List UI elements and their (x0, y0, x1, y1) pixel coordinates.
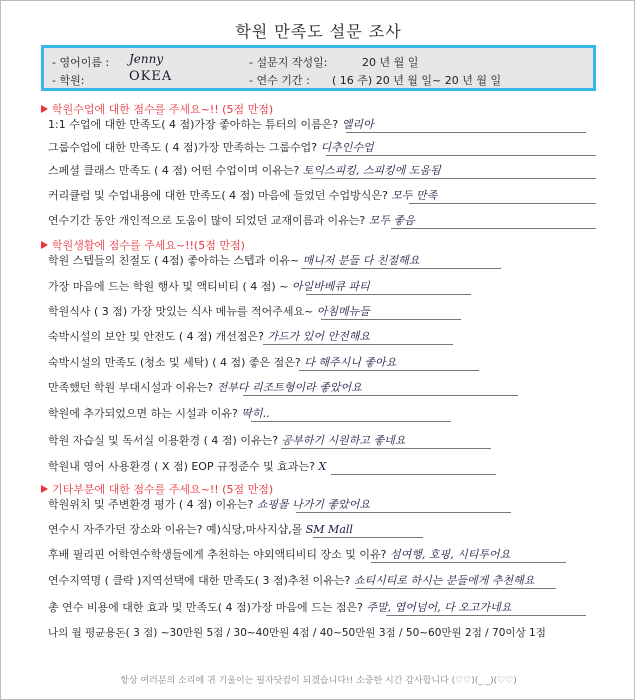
answer-text: 아침메뉴들 (316, 305, 370, 318)
section-header-etc: 기타부분에 대한 점수를 주세요~!! (5점 만점) (41, 481, 273, 497)
english-name-label: - 영어이름 : (52, 56, 110, 69)
question-row: 학원위치 및 주변환경 평가 ( 4 점) 이유는? 쇼핑몰 나가기 좋았어요 (48, 498, 371, 511)
answer-line (313, 537, 423, 538)
answer-line (251, 421, 451, 422)
answer-line (243, 395, 518, 396)
question-row: 후배 필리핀 어학연수학생들에게 추천하는 야외액티비티 장소 및 이유? 섬여행, 호핑, 시티투어요 (48, 548, 511, 561)
english-name-value: Jenny (129, 52, 164, 66)
answer-line (311, 178, 596, 179)
study-period-value: ( 16 주) 20 년 월 일~ 20 년 월 일 (332, 74, 502, 87)
answer-line (281, 448, 491, 449)
answer-line (321, 319, 461, 320)
survey-date-value: 20 년 월 일 (362, 56, 419, 69)
question-row: 스페셜 클래스 만족도 ( 4 점) 어떤 수업이며 이유는? 토익스피킹, 스피킹에 도움됨 (48, 164, 441, 177)
info-box (41, 45, 596, 91)
question-row: 연수지역명 ( 클락 )지역선택에 대한 만족도( 3 점)추천 이유는? 쇼티시티로 하시는 분들에게 추천해요 (48, 574, 535, 587)
question-row: 숙박시설의 만족도 (청소 및 세탁) ( 4 점) 좋은 점은? 다 해주시니 좋아요 (48, 356, 397, 369)
question-row: 연수기간 동안 개인적으로 도움이 많이 되었던 교재이름과 이유는? 모두 좋음 (48, 214, 415, 227)
question-row: 커리큘럼 및 수업내용에 대한 만족도( 4 점) 마음에 들었던 수업방식은? 모두 만족 (48, 189, 438, 202)
answer-text: 아일바베큐 파티 (291, 280, 370, 293)
answer-line (326, 155, 596, 156)
answer-text: 주말, 엽어넘어, 다 오고가네요 (366, 601, 512, 614)
triangle-bullet-icon (41, 241, 48, 249)
answer-line (391, 228, 596, 229)
question-row: 학원에 추가되었으면 하는 시설과 이유? 딱히.. (48, 407, 270, 420)
answer-line (331, 474, 496, 475)
question-row: 총 연수 비용에 대한 효과 및 만족도( 4 점)가장 마음에 드는 점은? 주말, 엽어넘어, 다 오고가네요 (48, 601, 512, 614)
answer-text: 딱히.. (241, 407, 270, 420)
question-row: 1:1 수업에 대한 만족도( 4 점)가장 좋아하는 튜터의 이름은? 엘리아 (48, 118, 374, 131)
question-row: 가장 마음에 드는 학원 행사 및 액티비티 ( 4 점) ~ 아일바베큐 파티 (48, 280, 370, 293)
answer-line (301, 268, 501, 269)
answer-text: 전부다 리조트형이라 좋았어요 (216, 381, 362, 394)
academy-value: OKEA (129, 69, 173, 84)
answer-line (306, 294, 471, 295)
answer-text: 모두 만족 (391, 189, 438, 202)
answer-line (356, 588, 556, 589)
section-header-life: 학원생활에 점수를 주세요~!!(5점 만점) (41, 237, 245, 253)
answer-text: 공부하기 시원하고 좋네요 (281, 434, 406, 447)
answer-text: 쇼핑몰 나가기 좋았어요 (256, 498, 371, 511)
answer-line (409, 203, 596, 204)
answer-text: 모두 좋음 (368, 214, 415, 227)
question-row: 그룹수업에 대한 만족도 ( 4 점)가장 만족하는 그룹수업? 디추인수업 (48, 141, 374, 154)
question-row: 만족했던 학원 부대시설과 이유는? 전부다 리조트형이라 좋았어요 (48, 381, 362, 394)
question-row: 숙박시설의 보안 및 안전도 ( 4 점) 개선점은? 가드가 있어 안전해요 (48, 330, 371, 343)
answer-text: 다 해주시니 좋아요 (304, 356, 397, 369)
question-row: 학원내 영어 사용환경 ( X 점) EOP 규정준수 및 효과는? X (48, 460, 327, 473)
question-row: 연수시 자주가던 장소와 이유는? 예)식당,마사지샵,몰 SM Mall (48, 523, 353, 536)
answer-text: 토익스피킹, 스피킹에 도움됨 (302, 164, 441, 177)
question-row: 학원 자습실 및 독서실 이용환경 ( 4 점) 이유는? 공부하기 시원하고 좋네요 (48, 434, 406, 447)
answer-text: SM Mall (305, 523, 353, 536)
answer-line (371, 562, 566, 563)
answer-line (263, 344, 453, 345)
answer-line (386, 615, 586, 616)
answer-text: 디추인수업 (320, 141, 374, 154)
question-row: 학원 스텝들의 친절도 ( 4점) 좋아하는 스텝과 이유~ 매니저 분들 다 친절해요 (48, 254, 420, 267)
survey-date-label: - 설문지 작성일: (249, 56, 328, 69)
answer-text: 엘리아 (341, 118, 374, 131)
answer-line (346, 132, 586, 133)
footer-note: 항상 여러분의 소리에 귀 기울이는 필자닷컴이 되겠습니다!! 소중한 시간 감사합니다 (♡♡)(_ _)(♡♡) (120, 676, 517, 686)
section-header-classes: 학원수업에 대한 점수를 주세요~!! (5점 만점) (41, 101, 273, 117)
answer-text: 섬여행, 호핑, 시티투어요 (389, 548, 511, 561)
answer-line (299, 370, 479, 371)
triangle-bullet-icon (41, 485, 48, 493)
question-row: 나의 월 평균용돈( 3 점) ~30만원 5점 / 30~40만원 4점 / 40~50만원 3점 / 50~60만원 2점 / 70이상 1점 (48, 627, 546, 639)
answer-line (296, 512, 511, 513)
answer-text: X (318, 460, 327, 473)
page-title: 학원 만족도 설문 조사 (235, 22, 402, 41)
question-row: 학원식사 ( 3 점) 가장 맛있는 식사 메뉴를 적어주세요~ 아침메뉴들 (48, 305, 370, 318)
academy-label: - 학원: (52, 74, 85, 87)
study-period-label: - 연수 기간 : (249, 74, 310, 87)
answer-text: 매니저 분들 다 친절해요 (302, 254, 420, 267)
answer-text: 가드가 있어 안전해요 (267, 330, 371, 343)
triangle-bullet-icon (41, 105, 48, 113)
answer-text: 쇼티시티로 하시는 분들에게 추천해요 (353, 574, 535, 587)
